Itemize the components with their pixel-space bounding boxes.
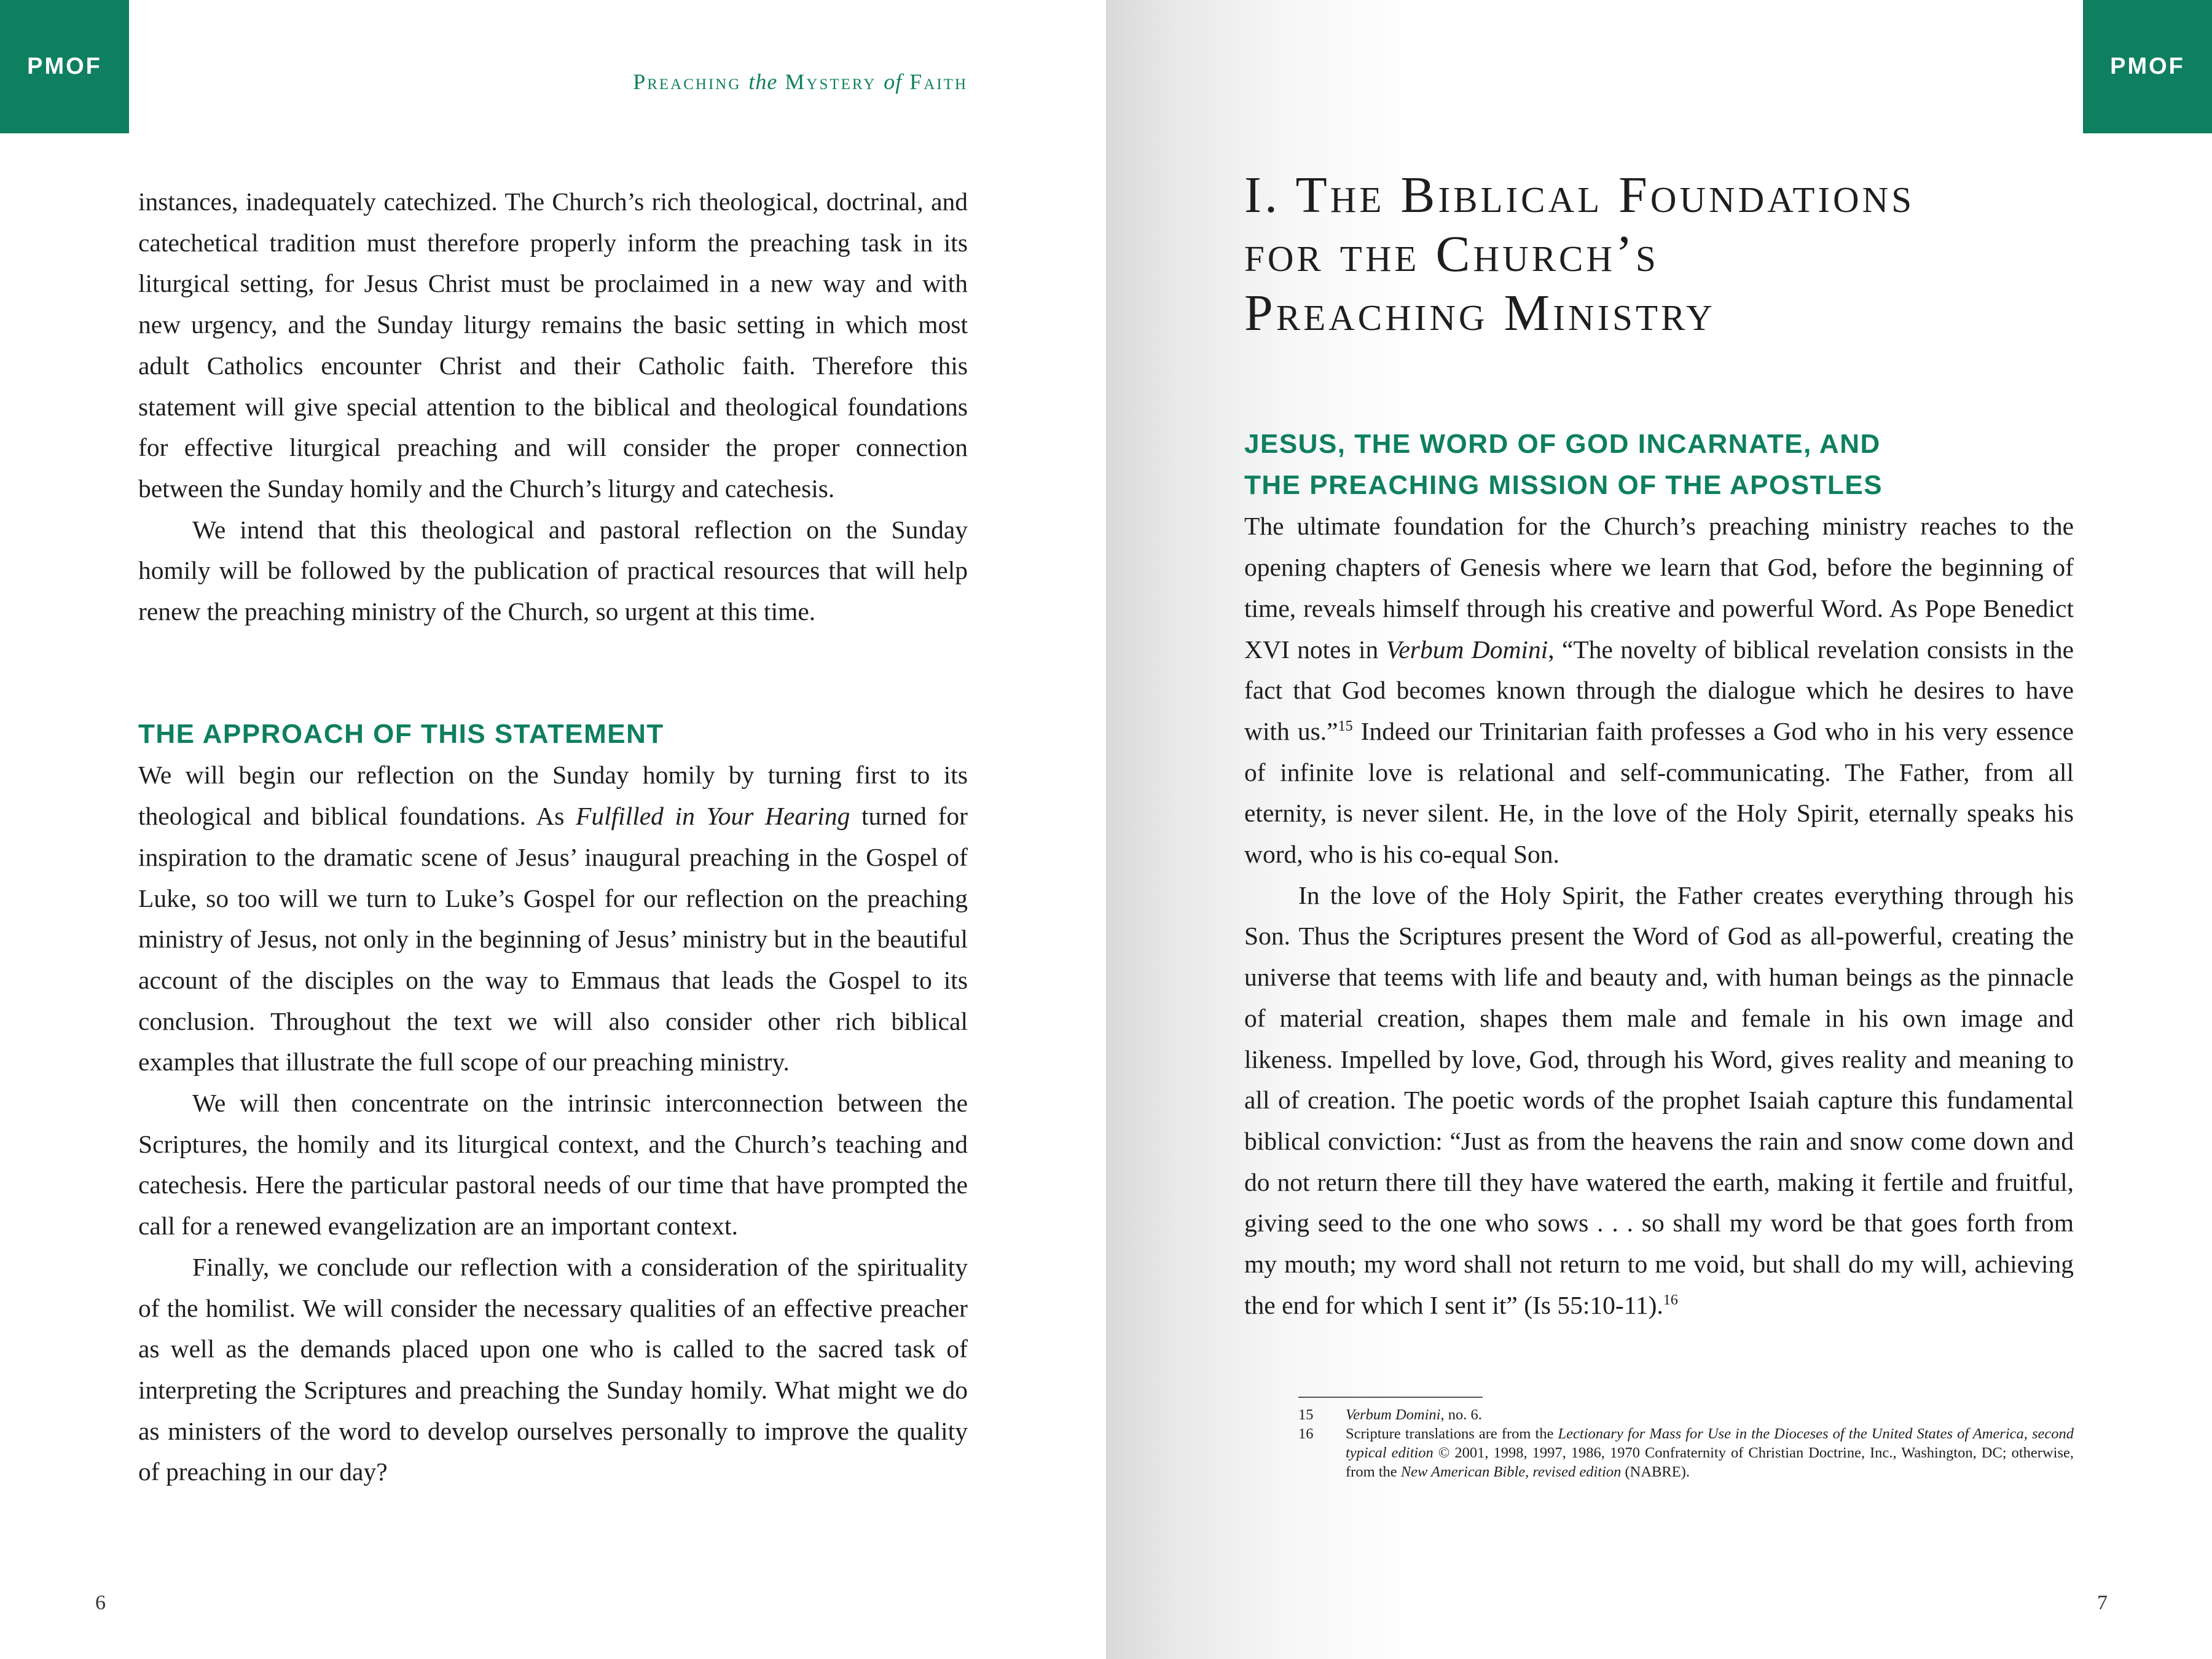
pmof-tab-left: PMOF — [0, 0, 129, 133]
text-run: , “The novelty of biblical revelation consists in the fact that God becomes known through the dialogue which he desires to have with us.” — [1244, 635, 2074, 745]
section-heading-line: THE PREACHING MISSION OF THE APOSTLES — [1244, 469, 1883, 500]
chapter-title-line: for the Church’s — [1244, 226, 1659, 283]
right-body-text — [1244, 424, 2074, 1325]
text-run: © 2001, 1998, 1997, 1986, 1970 Confraternity of Christian Doctrine, Inc., Washington, DC; otherwise, from the — [1346, 1445, 2074, 1480]
right-page — [1106, 0, 2212, 1659]
running-head — [633, 69, 968, 95]
text-run-italic: Lectionary for Mass for Use in the Dioceses of the United States of America, second typical edition — [1346, 1426, 2074, 1461]
running-head-word: the — [748, 69, 778, 94]
chapter-title-line: I. The Biblical Foundations — [1244, 167, 1915, 224]
paragraph: We will then concentrate on the intrinsic interconnection between the Scriptures, the homily and its liturgical context, and the Church’s teaching and catechesis. Here the particular pastoral needs of our time that have prompted the call for a renewed evangelization are an important context. — [138, 1089, 968, 1241]
text-run-italic: Verbum Domini — [1346, 1406, 1441, 1423]
footnote — [1298, 1405, 2074, 1424]
text-run: (NABRE). — [1621, 1464, 1690, 1480]
section-spacer — [138, 632, 968, 714]
document-title-italic: Verbum Domini — [1386, 635, 1548, 664]
section-heading-line: JESUS, THE WORD OF GOD INCARNATE, AND — [1244, 429, 1881, 459]
running-head-word: of — [884, 69, 903, 94]
section-heading — [1244, 424, 2074, 506]
page-number: 6 — [95, 1591, 106, 1614]
footnote-ref[interactable]: 15 — [1338, 718, 1353, 735]
text-run: turned for inspiration to the dramatic scene of Jesus’ inaugural preaching in the Gospel of Luke, so too will we turn to Luke’s Gospel for our reflection on the preaching ministry of Jesus, not only in the beginning of Jesus’ ministry but in the beautiful account of the disciples on the way to Emmaus that leads the Gospel to its conclusion. Throughout the text we will also consider other rich biblical examples that illustrate the full scope of our preaching ministry. — [138, 802, 968, 1077]
paragraph — [138, 755, 968, 1083]
book-title-italic: Fulfilled in Your Hearing — [576, 802, 850, 831]
text-run: In the love of the Holy Spirit, the Father creates everything through his Son. Thus the Scriptures present the Word of God as all-powerful, creating the universe that teems with life and beauty and, with human beings as the pinnacle of material creation, shapes them male and female in his own image and likeness. Impelled by love, God, through his Word, gives reality and meaning to all of creation. The poetic words of the prophet Isaiah capture this fundamental biblical conviction: “Just as from the heavens the rain and snow come down and do not return there till they have watered the earth, making it fertile and fruitful, giving seed to the one who sows . . . so shall my word be that goes forth from my mouth; my word shall not return to me void, but shall do my will, achieving the end for which I sent it” (Is 55:10-11). — [1244, 880, 2074, 1319]
text-run: The ultimate foundation for the Church’s preaching ministry reaches to the opening chapters of Genesis where we learn that God, before the beginning of time, reveals himself through his creative and powerful Word. As Pope Benedict XVI notes in — [1244, 512, 2074, 664]
footnote-divider — [1298, 1397, 1483, 1398]
chapter-title — [1244, 166, 2092, 343]
section-heading: THE APPROACH OF THIS STATEMENT — [138, 718, 664, 749]
footnote-number: 16 — [1298, 1426, 1314, 1442]
text-run: We will begin our reflection on the Sunday homily by turning first to its theological and biblical foundations. As — [138, 761, 968, 831]
chapter-title-line: Preaching Ministry — [1244, 284, 1716, 342]
running-head-word: Mystery — [785, 69, 877, 94]
paragraph: Finally, we conclude our reflection with a consideration of the spirituality of the homilist. We will consider the necessary qualities of an effective preacher as well as the demands placed upon one who is called to the sacred task of interpreting the Scriptures and preaching the Sunday homily. What might we do as ministers of the word to develop ourselves personally to improve the quality of preaching in our day? — [138, 1252, 968, 1486]
paragraph: We intend that this theological and pastoral reflection on the Sunday homily will be followed by the publication of practical resources that will help renew the preaching ministry of the Church, so urgent at this time. — [138, 515, 968, 626]
paragraph: instances, inadequately catechized. The Church’s rich theological, doctrinal, and catechetical tradition must therefore properly inform the preaching task in its liturgical setting, for Jesus Christ must be proclaimed in a new way and with new urgency, and the Sunday liturgy remains the basic setting in which most adult Catholics encounter Christ and their Catholic faith. Therefore this statement will give special attention to the biblical and theological foundations for effective liturgical preaching and will consider the proper connection between the Sunday homily and the Church’s liturgy and catechesis. — [138, 187, 968, 503]
footnote-text — [1346, 1424, 2074, 1481]
footnote — [1298, 1424, 2074, 1481]
running-head-word: Preaching — [633, 69, 742, 94]
paragraph — [1244, 875, 2074, 1326]
running-head-word: Faith — [909, 69, 968, 94]
text-run: Scripture translations are from the — [1346, 1426, 1558, 1442]
text-run-italic: New American Bible, revised edition — [1400, 1464, 1622, 1480]
text-run: , no. 6. — [1440, 1406, 1482, 1423]
left-body-text — [138, 181, 968, 1492]
paragraph — [1244, 506, 2074, 874]
pmof-tab-right: PMOF — [2083, 0, 2212, 133]
footnotes — [1298, 1405, 2074, 1481]
page-number: 7 — [2097, 1591, 2108, 1614]
footnote-number: 15 — [1298, 1406, 1314, 1423]
footnote-text — [1346, 1405, 2074, 1424]
text-run: Indeed our Trinitarian faith professes a God who in his very essence of infinite love is relational and self-communicating. The Father, from all eternity, is never silent. He, in the love of the Holy Spirit, eternally speaks his word, who is his co-equal Son. — [1244, 716, 2074, 869]
footnote-ref[interactable]: 16 — [1663, 1292, 1678, 1308]
